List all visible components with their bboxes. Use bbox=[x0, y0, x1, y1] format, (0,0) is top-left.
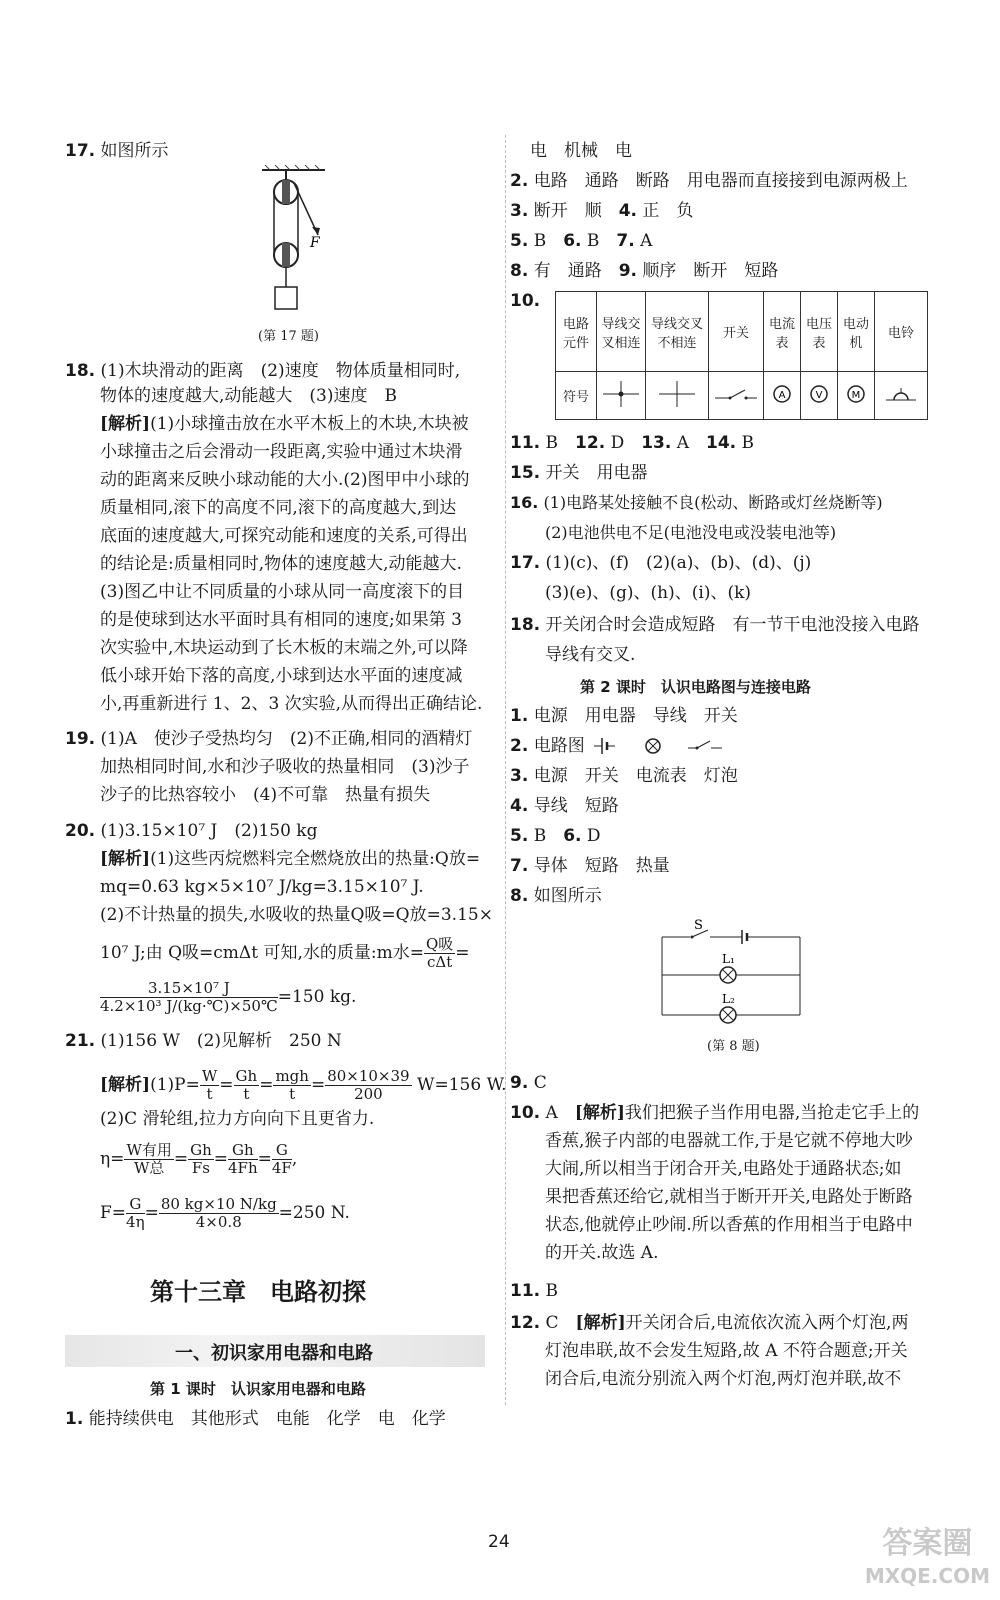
q19: 19. (1)A 使沙子受热均匀 (2)不正确,相同的酒精灯 bbox=[65, 729, 473, 749]
s5: 5. B 6. D bbox=[510, 826, 601, 846]
r18-line2: 导线有交叉. bbox=[545, 645, 636, 665]
watermark-logo bbox=[865, 1528, 990, 1592]
r11: 11. B 12. D 13. A 14. B bbox=[510, 433, 755, 453]
wire-crossed-icon bbox=[646, 372, 709, 420]
r17: 17. (1)(c)、(f) (2)(a)、(b)、(d)、(j) bbox=[510, 553, 812, 573]
q19-line2: 加热相同时间,水和沙子吸收的热量相同 (3)沙子 bbox=[100, 757, 470, 777]
q21-analysis: [解析](1)P= $\frac{W}{t}$ = $\frac{Gh}{t}$ = $\frac{\text{mgh}}{t}$ = $\frac{80\times 10\times 39}{200}$ W=156 W. bbox=[100, 1067, 507, 1103]
q18-analysis: [解析](1)小球撞击放在水平木板上的木块,木块被 bbox=[100, 414, 469, 434]
bell-icon bbox=[875, 372, 928, 420]
q20-a3: (2)不计热量的损失,水吸收的热量Q吸=Q放=3.15× bbox=[100, 905, 493, 925]
th-ammeter: 电流表 bbox=[764, 292, 801, 372]
th-switch: 开关 bbox=[709, 292, 764, 372]
q17: 17. 如图所示 bbox=[65, 141, 169, 161]
q18: 18. (1)木块滑动的距离 (2)速度 物体质量相同时, bbox=[65, 361, 461, 381]
row-symbol: 符号 bbox=[556, 372, 597, 420]
switch-icon bbox=[709, 372, 764, 420]
force-label: F bbox=[310, 235, 320, 251]
q18-a2: 小球撞击之后会滑动一段距离,实验中通过木块滑 bbox=[100, 442, 463, 462]
s10: 10. A [解析]我们把猴子当作用电器,当抢走它手上的 bbox=[510, 1103, 920, 1123]
ammeter-icon bbox=[764, 372, 801, 420]
symbol-table bbox=[555, 291, 928, 420]
r16: 16. (1)电路某处接触不良(松动、断路或灯丝烧断等) bbox=[510, 493, 883, 512]
svg-text:V: V bbox=[815, 389, 823, 401]
q18-a8: 的是使球到达水平面时具有相同的速度;如果第 3 bbox=[100, 610, 462, 630]
q18-a9: 次实验中,木块运动到了长木板的末端之外,可以降 bbox=[100, 638, 468, 658]
r15: 15. 开关 用电器 bbox=[510, 463, 648, 483]
s12: 12. C [解析]开关闭合后,电流依次流入两个灯泡,两 bbox=[510, 1313, 909, 1333]
q18-a4: 质量相同,滚下的高度不同,滚下的高度越大,到达 bbox=[100, 498, 457, 518]
q21: 21. (1)156 W (2)见解析 250 N bbox=[65, 1031, 342, 1051]
svg-text:L₂: L₂ bbox=[722, 992, 735, 1006]
s3: 3. 电源 开关 电流表 灯泡 bbox=[510, 766, 738, 786]
th-motor: 电动机 bbox=[838, 292, 875, 372]
watermark-text: 答案圈 bbox=[882, 1526, 973, 1561]
column-divider bbox=[505, 135, 506, 1405]
s4: 4. 导线 短路 bbox=[510, 796, 619, 816]
s1: 1. 电源 用电器 导线 开关 bbox=[510, 706, 738, 726]
svg-text:L₁: L₁ bbox=[722, 952, 735, 966]
s10-l4: 果把香蕉还给它,就相当于断开开关,电路处于断路 bbox=[545, 1187, 913, 1207]
circuit-diagram bbox=[650, 915, 820, 1030]
svg-text:S: S bbox=[694, 918, 703, 933]
r18: 18. 开关闭合时会造成短路 有一节干电池没接入电路 bbox=[510, 615, 920, 635]
r17-line2: (3)(e)、(g)、(h)、(i)、(k) bbox=[545, 583, 752, 603]
th-element: 电路元件 bbox=[556, 292, 597, 372]
figure-17-caption: (第 17 题) bbox=[258, 329, 319, 344]
voltmeter-icon bbox=[801, 372, 838, 420]
wire-connected-icon bbox=[597, 372, 646, 420]
th-bell: 电铃 bbox=[875, 292, 928, 372]
q20-analysis: [解析](1)这些丙烷燃料完全燃烧放出的热量:Q放= bbox=[100, 849, 481, 869]
s8: 8. 如图所示 bbox=[510, 886, 602, 906]
q20-a2: mq=0.63 kg×5×10⁷ J/kg=3.15×10⁷ J. bbox=[100, 877, 424, 897]
q18-a10: 低小球开始下落的高度,小球到达水平面的速度减 bbox=[100, 666, 463, 686]
q18-a11: 小,再重新进行 1、2、3 次实验,从而得出正确结论. bbox=[100, 694, 483, 714]
q18-a6: 的结论是:质量相同时,物体的速度越大,动能越大. bbox=[100, 554, 462, 574]
th-wire-crossed: 导线交叉不相连 bbox=[646, 292, 709, 372]
watermark-url: MXQE.COM bbox=[864, 1564, 990, 1588]
r10-num: 10. bbox=[510, 291, 541, 311]
svg-text:M: M bbox=[851, 389, 861, 401]
svg-text:A: A bbox=[778, 389, 786, 401]
s10-l3: 大闹,所以相当于闭合开关,电路处于通路状态;如 bbox=[545, 1159, 902, 1179]
q18-a3: 动的距离来反映小球动能的大小.(2)图甲中小球的 bbox=[100, 470, 470, 490]
q18-line2: 物体的速度越大,动能越大 (3)速度 B bbox=[100, 386, 397, 406]
q20: 20. (1)3.15×10⁷ J (2)150 kg bbox=[65, 821, 318, 841]
s10-l5: 状态,他就停止吵闹.所以香蕉的作用相当于电路中 bbox=[545, 1215, 913, 1235]
s9: 9. C bbox=[510, 1073, 547, 1093]
r1-cont: 电 机械 电 bbox=[530, 141, 632, 161]
q20-a4: 10⁷ J;由 Q吸=cmΔt 可知,水的质量:m水= $\frac{\text{Q吸}}{\text{cΔt}}$ = bbox=[100, 935, 470, 971]
s7: 7. 导体 短路 热量 bbox=[510, 856, 670, 876]
r5: 5. B 6. B 7. A bbox=[510, 231, 653, 251]
s10-l2: 香蕉,猴子内部的电器就工作,于是它就不停地大吵 bbox=[545, 1131, 913, 1151]
lesson-1-title: 第 1 课时 认识家用电器和电路 bbox=[150, 1380, 366, 1398]
s11: 11. B bbox=[510, 1281, 559, 1301]
q20-a5: $\frac{\text{3.15×10⁷ J}}{\text{4.2×10³ J/(kg·℃)×50℃}}$ =150 kg. bbox=[100, 979, 357, 1015]
s2: 2. 电路图 bbox=[510, 736, 585, 756]
q18-a5: 底面的速度越大,可探究动能和速度的关系,可得出 bbox=[100, 526, 468, 546]
s2-symbols bbox=[590, 733, 730, 759]
th-wire-connected: 导线交叉相连 bbox=[597, 292, 646, 372]
figure-8-caption: (第 8 题) bbox=[707, 1039, 760, 1054]
section-title: 一、初识家用电器和电路 bbox=[175, 1343, 373, 1364]
s12-l2: 灯泡串联,故不会发生短路,故 A 不符合题意;开关 bbox=[545, 1341, 908, 1361]
pulley-diagram bbox=[250, 165, 340, 320]
q21-F: F= $\frac{G}{4\eta}$ = $\frac{80 kg\times 10 N/kg}{4\times 0.8}$ =250 N. bbox=[100, 1195, 350, 1231]
chapter-title: 第十三章 电路初探 bbox=[150, 1278, 366, 1306]
q19-line3: 沙子的比热容较小 (4)不可靠 热量有损失 bbox=[100, 785, 431, 805]
th-voltmeter: 电压表 bbox=[801, 292, 838, 372]
s10-l6: 的开关.故选 A. bbox=[545, 1243, 659, 1263]
lesson-2-title: 第 2 课时 认识电路图与连接电路 bbox=[580, 678, 811, 696]
q18-a7: (3)图乙中让不同质量的小球从同一高度滚下的目 bbox=[100, 582, 465, 602]
r8: 8. 有 通路 9. 顺序 断开 短路 bbox=[510, 261, 779, 281]
q21-a2: (2)C 滑轮组,拉力方向向下且更省力. bbox=[100, 1109, 375, 1129]
q1: 1. 能持续供电 其他形式 电能 化学 电 化学 bbox=[65, 1409, 446, 1429]
r16-line2: (2)电池供电不足(电池没电或没装电池等) bbox=[545, 523, 837, 542]
r2: 2. 电路 通路 断路 用电器而直接接到电源两极上 bbox=[510, 171, 908, 191]
motor-icon bbox=[838, 372, 875, 420]
page-number: 24 bbox=[488, 1532, 510, 1552]
r3: 3. 断开 顺 4. 正 负 bbox=[510, 201, 694, 221]
s12-l3: 闭合后,电流分别流入两个灯泡,两灯泡并联,故不 bbox=[545, 1369, 902, 1389]
q21-eta: η= $\frac{\text{W有用}}{\text{W总}}$ = $\frac{Gh}{Fs}$ = $\frac{Gh}{4Fh}$ = $\frac{G}{4F}$ , bbox=[100, 1141, 298, 1177]
